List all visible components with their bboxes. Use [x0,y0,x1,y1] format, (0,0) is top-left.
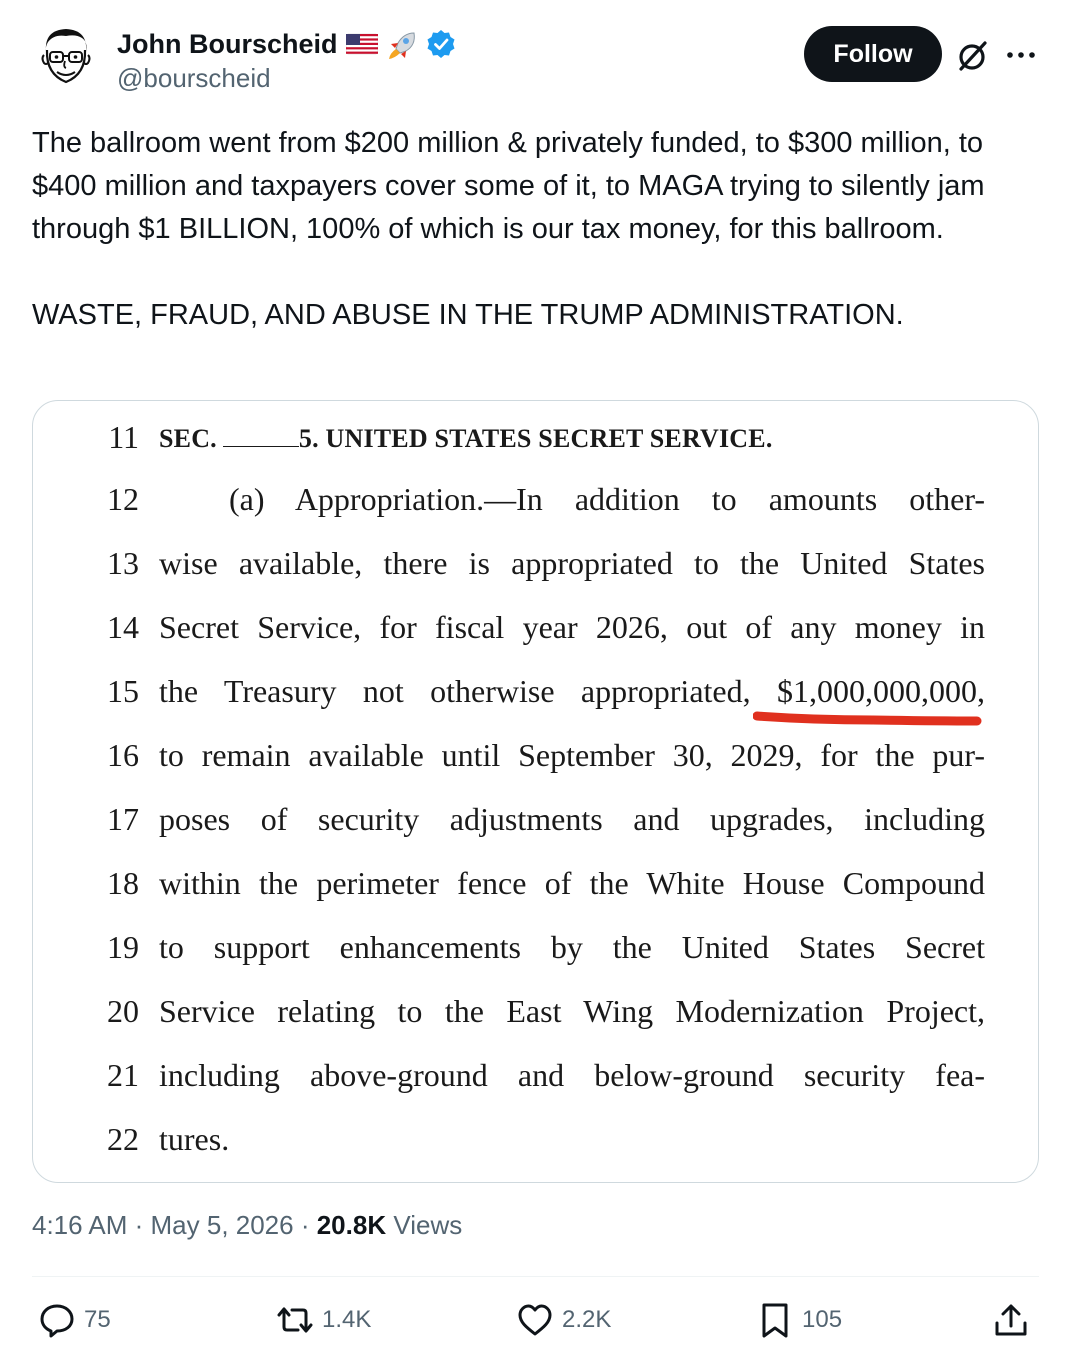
doc-sec-blank [223,425,299,447]
author-display-name[interactable]: John Bourscheid [117,28,338,59]
doc-line-text: the Treasury not otherwise appropriated, $1,000,000,000, [159,673,985,709]
views-label: Views [386,1210,463,1240]
bookmark-button[interactable] [756,1298,842,1342]
doc-line-text: poses of security adjustments and upgrades, including [159,801,985,837]
bookmark-icon [756,1301,794,1339]
views-count: 20.8K [316,1210,387,1240]
divider [32,1276,1039,1277]
like-button[interactable] [516,1298,611,1342]
doc-line [33,481,1039,531]
reply-icon [38,1301,76,1339]
doc-line [33,737,1039,787]
author-handle[interactable]: @bourscheid [117,63,271,93]
doc-line-text: to remain available until September 30, 2029, for the pur- [159,737,985,773]
doc-line-text: wise available, there is appropriated to the United States [159,545,985,581]
doc-line-number: 15 [107,673,139,709]
reply-button[interactable] [38,1298,111,1342]
tweet-paragraph-2: WASTE, FRAUD, AND ABUSE IN THE TRUMP ADMINISTRATION. [32,299,904,331]
avatar[interactable] [32,22,100,90]
follow-button[interactable]: Follow [804,26,942,82]
paragraph-gap [32,251,1042,294]
meta-separator: · [127,1210,151,1240]
doc-line-text: to support enhancements by the United States Secret [159,929,985,965]
doc-line [33,419,1039,469]
more-options-icon[interactable] [1004,40,1038,70]
doc-line [33,1057,1039,1107]
doc-line-text: Service relating to the East Wing Modernization Project, [159,993,985,1029]
tweet-metadata [32,1210,462,1241]
author-name-row [117,26,456,62]
doc-line [33,545,1039,595]
rocket-icon [386,31,418,57]
doc-line [33,609,1039,659]
share-icon [992,1301,1030,1339]
red-underline-highlight [753,708,983,728]
attached-document-image[interactable] [32,400,1039,1183]
doc-line-number: 21 [107,1057,139,1093]
reply-count: 75 [84,1306,111,1333]
doc-line-number: 19 [107,929,139,965]
doc-line-number: 14 [107,609,139,645]
doc-line-number: 11 [108,419,139,455]
doc-section-heading [159,424,773,454]
doc-line-number: 20 [107,993,139,1029]
heart-icon [516,1301,554,1339]
doc-line [33,801,1039,851]
bookmark-count: 105 [802,1306,843,1333]
doc-line-number: 17 [107,801,139,837]
share-button[interactable] [992,1298,1030,1342]
tweet-text [32,122,1042,337]
doc-line-number: 12 [107,481,139,517]
doc-line-number: 22 [107,1121,139,1157]
doc-line [33,993,1039,1043]
doc-line-text: tures. [159,1121,230,1157]
verified-badge-icon [426,29,456,59]
doc-line-text: (a) Appropriation.—In addition to amounts other- [229,481,985,517]
doc-sec-title: 5. UNITED STATES SECRET SERVICE. [298,424,773,453]
like-count: 2.2K [562,1306,612,1333]
repost-icon [276,1301,314,1339]
tweet-date[interactable]: May 5, 2026 [150,1210,294,1240]
doc-line-number: 18 [107,865,139,901]
doc-line-number: 13 [107,545,139,581]
doc-line-text: including above-ground and below-ground security fea- [159,1057,985,1093]
repost-button[interactable] [276,1298,371,1342]
doc-line-text: within the perimeter fence of the White House Compound [159,865,985,901]
doc-line-number: 16 [107,737,139,773]
meta-separator: · [293,1210,317,1240]
tweet-paragraph-1: The ballroom went from $200 million & privately funded, to $300 million, to $400 million and taxpayers cover some of it, to MAGA trying to silently jam through $1 BILLION, 100% of which is our tax money, for this ballroom. [32,127,985,245]
avatar-cartoon-icon [32,22,100,90]
repost-count: 1.4K [322,1306,372,1333]
doc-line [33,1121,1039,1171]
doc-sec-label: SEC. [159,424,217,453]
us-flag-icon [346,31,378,57]
doc-line [33,929,1039,979]
doc-line [33,865,1039,915]
grok-icon[interactable] [955,38,991,74]
tweet-time[interactable]: 4:16 AM [32,1210,128,1240]
doc-line-text: Secret Service, for fiscal year 2026, out of any money in [159,609,985,645]
